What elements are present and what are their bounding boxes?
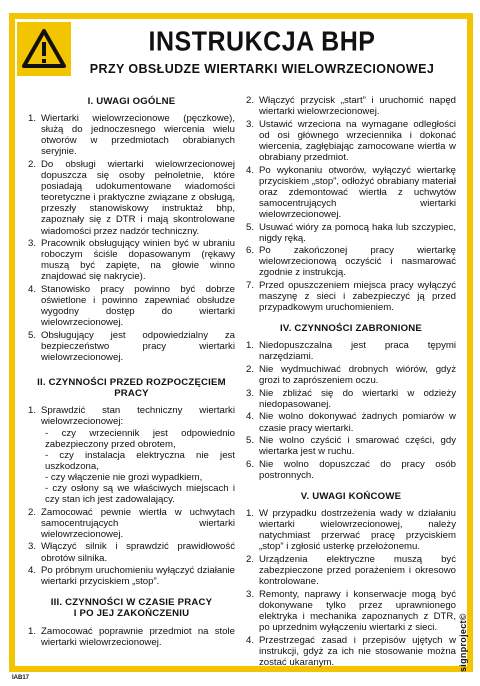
page-subtitle: PRZY OBSŁUDZE WIERTARKI WIELOWRZECIONOWEJ <box>89 62 435 76</box>
left-column <box>28 92 235 649</box>
list-item: 4. Stanowisko pracy powinno być dobrze oświetlone i powinno zapewniać obsłudze wygodny dostęp do wiertarki wielowrzecionowej. <box>28 284 235 329</box>
list-item: 1. Niedopuszczalna jest praca tępymi narzędziami. <box>246 340 456 363</box>
section-heading: I. UWAGI OGÓLNE <box>87 96 176 107</box>
list-item: 5. Obsługujący jest odpowiedzialny za bezpieczeństwo pracy wiertarki wielowrzecionowej. <box>28 329 235 364</box>
list-item: 1. Wiertarki wielowrzecionowe (pęczkowe), służą do jednoczesnego wiercenia wielu otworów w przedmiotach obrabianych seryjnie. <box>28 113 235 158</box>
list-item: 3. Nie zbliżać się do wiertarki w odzieży niedopasowanej. <box>246 387 456 410</box>
list-item: 3. Remonty, naprawy i konserwacje mogą być dokonywane tylko przez uprawnionego elektryka i mechanika zapoznanych z DTR, po uprzednim wyłączeniu wiertarki z sieci. <box>246 588 456 634</box>
list-item: 4. Przestrzegać zasad i przepisów ujętych w instrukcji, gdyż za ich nie stosowanie można zostać ukaranym. <box>246 634 456 668</box>
list-item: 4. Nie wolno dokonywać żadnych pomiarów w czasie pracy wiertarki. <box>246 411 456 434</box>
list-item: 1. Zamocować poprawnie przedmiot na stole wiertarki wielowrzecionowej. <box>28 625 235 648</box>
product-code: IAB17 <box>12 675 30 681</box>
warning-triangle-icon <box>17 22 71 76</box>
list-item: 6. Po zakończonej pracy wiertarkę wielowrzecionową oczyścić i nasmarować zgodnie z instrukcją. <box>246 245 456 279</box>
list-item: 2. Do obsługi wiertarki wielowrzecionowej dopuszcza się osoby pełnoletnie, które posiadają udokumentowane wiadomości teoretyczne i praktyczne związane z obsługą, przeszły stanowiskowy instruktaż bhp, zapoznały się z DTR i mają skontrolowane wiadomości przez nadzór techniczny. <box>28 158 235 237</box>
list-item: 3. Włączyć silnik i sprawdzić prawidłowość obrotów silnika. <box>28 541 235 564</box>
list-item: 2. Włączyć przycisk „start” i uruchomić napęd wiertarki wielowrzecionowej. <box>246 95 456 118</box>
page-title: INSTRUKCJA BHP <box>148 26 376 58</box>
list-item: 1. Sprawdzić stan techniczny wiertarki wielowrzecionowej: - czy wrzeciennik jest odpowiednio zabezpieczony przed obrotem, - czy instalacja elektryczna nie jest uszkodzona, - czy włączenie nie grozi wypadkiem, - czy osłony są we właściwych miejscach i czy stan ich jest zadowalający. <box>28 405 235 506</box>
list-item: 4. Po wykonaniu otworów, wyłączyć wiertarkę przyciskiem „stop”, odłożyć obrabiany materiał oraz zdemontować wiertła z uchwytów samocentrujących wiertarki wielowrzecionowej. <box>246 164 456 220</box>
list-item: 4. Po próbnym uruchomieniu wyłączyć działanie wiertarki przyciskiem „stop”. <box>28 565 235 588</box>
section-heading: IV. CZYNNOŚCI ZABRONIONE <box>280 323 422 335</box>
section-heading: I PO JEJ ZAKOŃCZENIU <box>73 608 190 620</box>
section-heading: III. CZYNNOŚCI W CZASIE PRACY <box>50 597 213 609</box>
list-item: 2. Urządzenia elektryczne muszą być zabezpieczone przed porażeniem i okresowo kontrolowane. <box>246 553 456 588</box>
list-item: 3. Ustawić wrzeciona na wymagane odległości od osi głównego wrzeciennika i dokonać wiercenia, zagłębiając zamocowane wiertła w obrabiany przedmiot. <box>246 118 456 163</box>
list-item: 6. Nie wolno dopuszczać do pracy osób postronnych. <box>246 458 456 481</box>
list-item: 7. Przed opuszczeniem miejsca pracy wyłączyć maszynę z sieci i zabezpieczyć ją przed przypadkowym uruchomieniem. <box>246 280 456 314</box>
right-column <box>246 95 456 669</box>
list-item: 2. Nie wydmuchiwać drobnych wiórów, gdyż grozi to zaprószeniem oczu. <box>246 364 456 387</box>
list-item: 2. Zamocować pewnie wiertła w uchwytach samocentrujących wiertarki wielowrzecionowej. <box>28 506 235 540</box>
section-heading: V. UWAGI KOŃCOWE <box>300 491 402 502</box>
list-item: 3. Pracownik obsługujący winien być w ubraniu roboczym ściśle dopasowanym (rękawy muszą być zapięte, na głowie winno znajdować się nakrycie). <box>28 238 235 283</box>
brand-mark: signproject© <box>458 613 468 672</box>
list-item: 5. Nie wolno czyścić i smarować części, gdy wiertarka jest w ruchu. <box>246 435 456 458</box>
section-heading: II. CZYNNOŚCI PRZED ROZPOCZĘCIEM PRACY <box>37 377 226 400</box>
list-item: 5. Usuwać wióry za pomocą haka lub szczypiec, nigdy ręką. <box>246 221 456 244</box>
list-item: 1. W przypadku dostrzeżenia wady w działaniu wiertarki wielowrzecionowej, należy natychmiast przerwać pracę przyciskiem „stop” i zgłosić usterkę przełożonemu. <box>246 508 456 553</box>
